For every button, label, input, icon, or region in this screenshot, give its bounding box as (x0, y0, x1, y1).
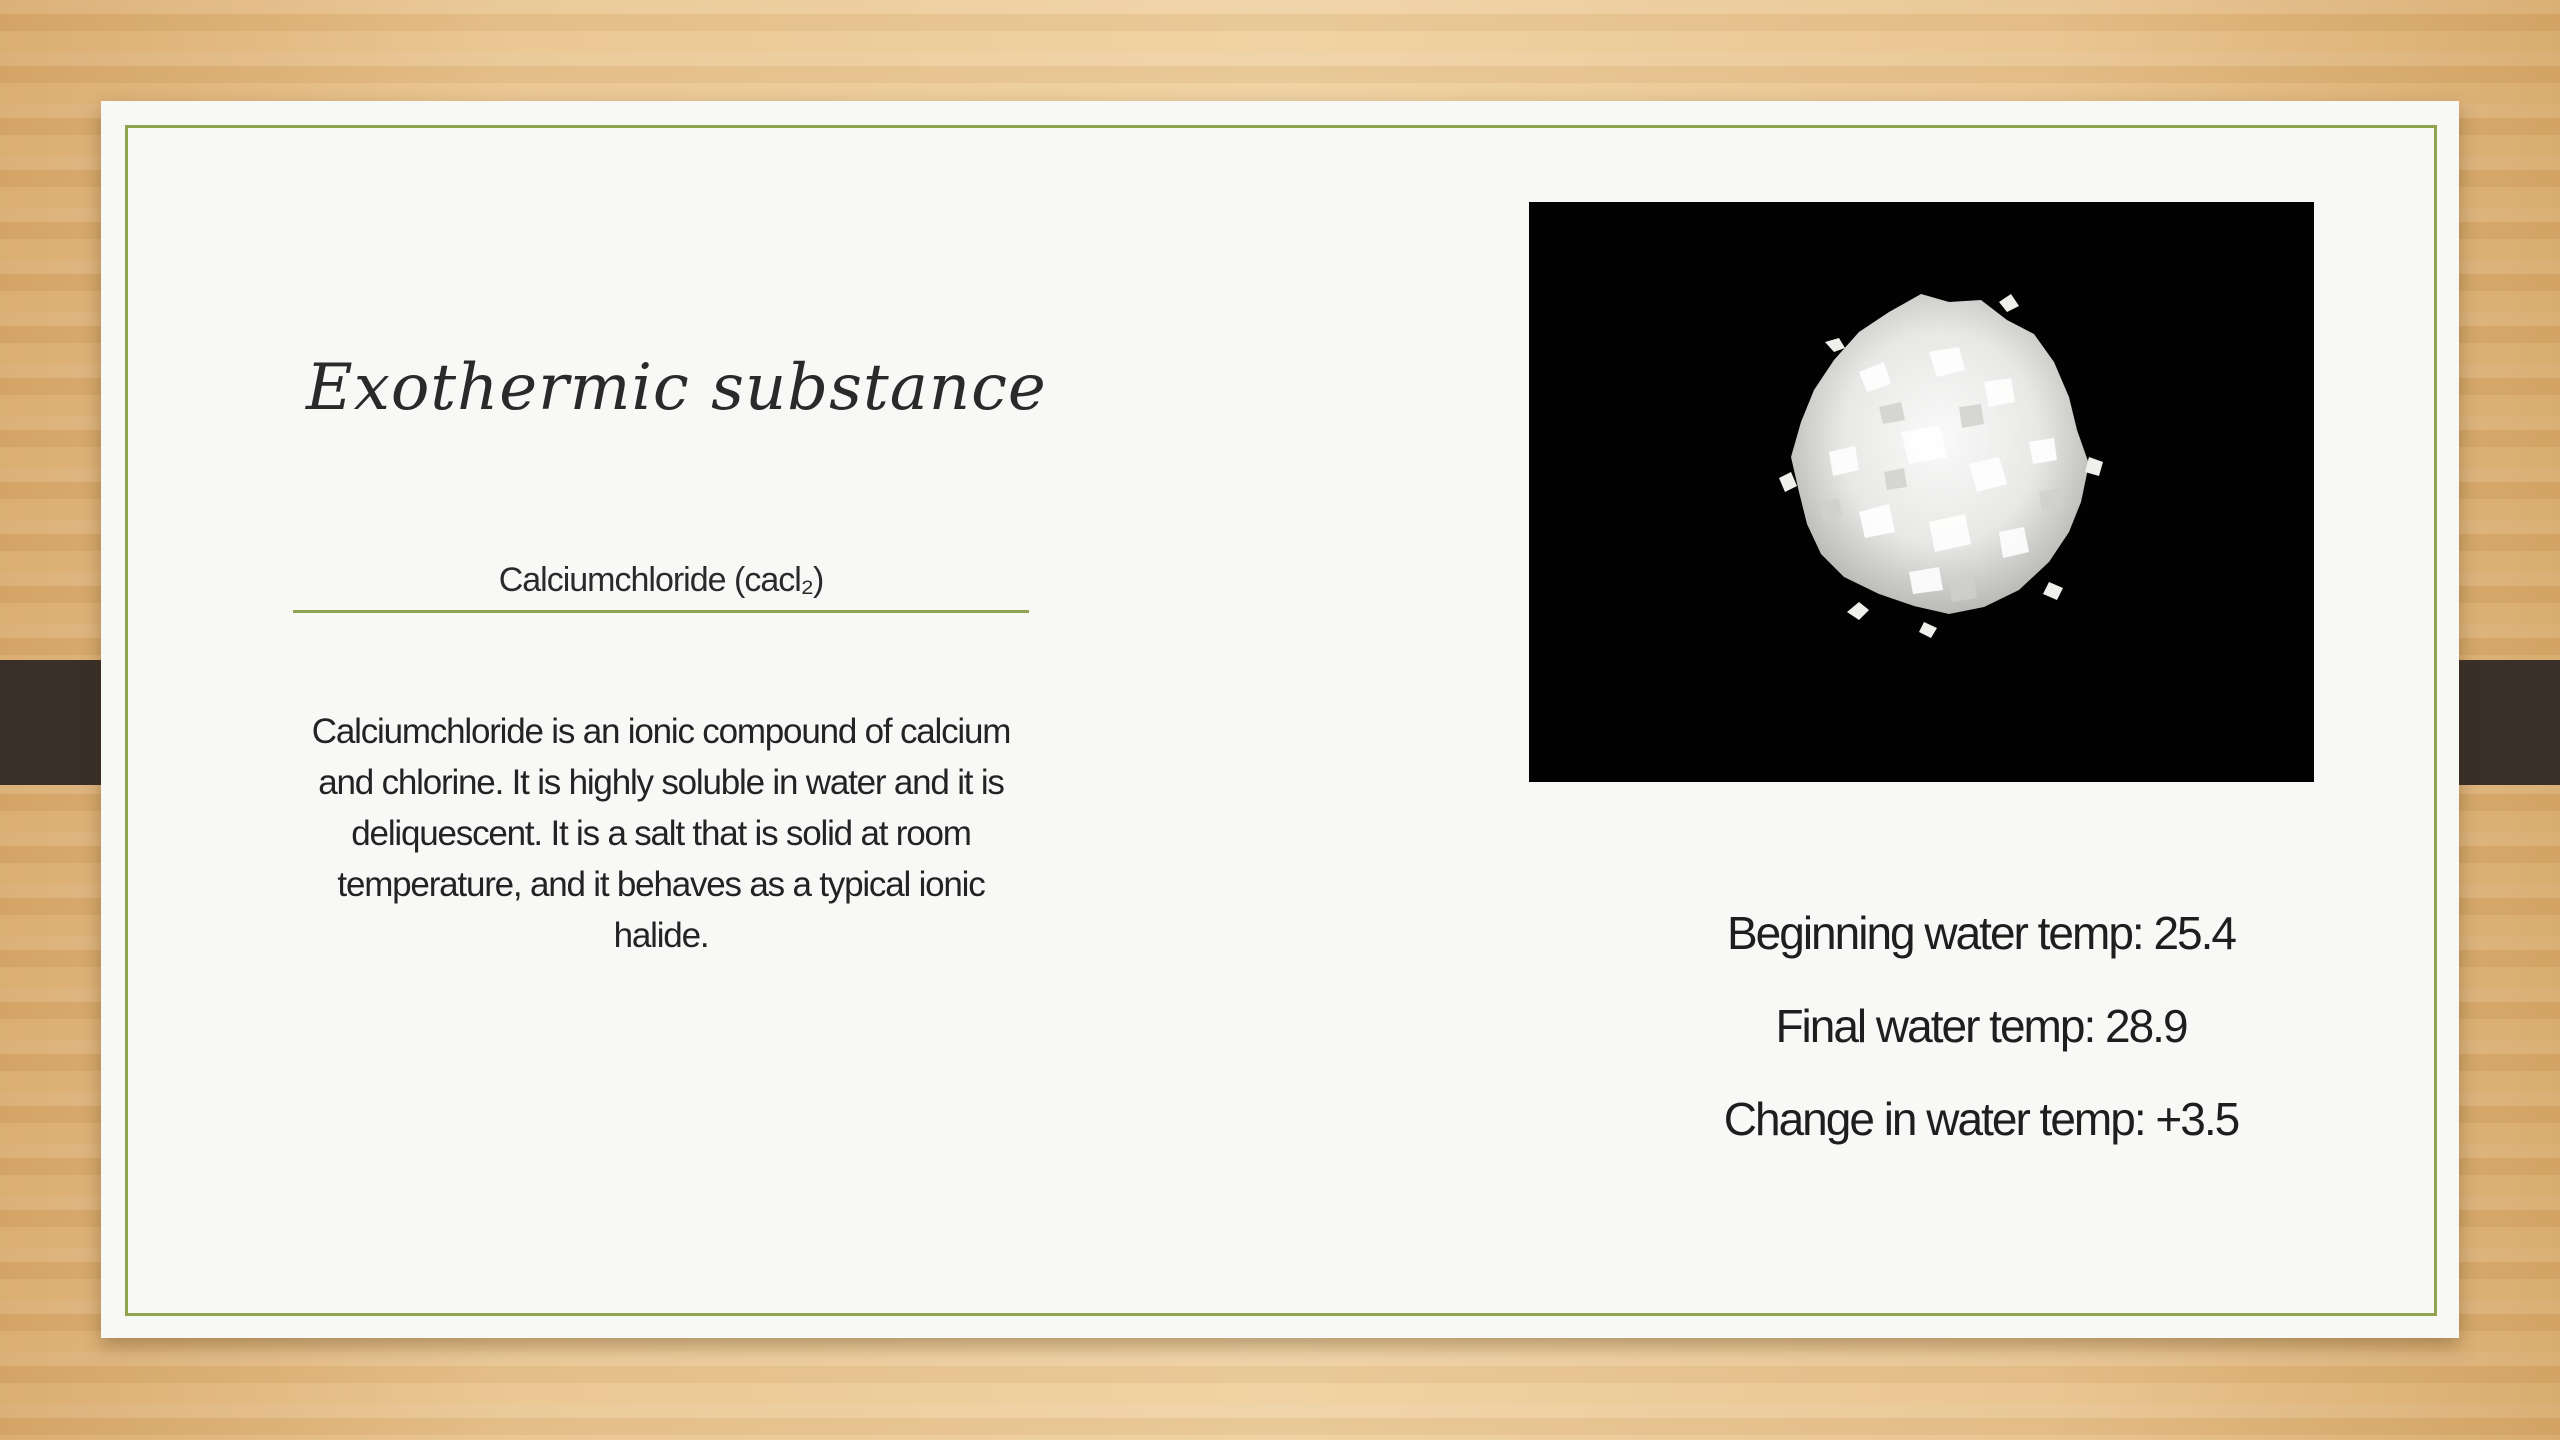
slide-subtitle: Calciumchloride (cacl₂) (498, 561, 824, 599)
slide-title: Exothermic substance (306, 351, 1047, 425)
calcium-chloride-pile-image (1529, 202, 2314, 782)
calcium-chloride-photo (1529, 202, 2314, 782)
slide-body-text: Calciumchloride is an ionic compound of calcium and chlorine. It is highly soluble in water and it is deliquescent. It is a salt that is solid at room temperature, and it behaves as a typical ionic halide. (311, 712, 1011, 955)
beginning-temp-text: Beginning water temp: 25.4 (1726, 907, 2236, 959)
final-temp-text: Final water temp: 28.9 (1775, 1000, 2187, 1052)
slide (101, 101, 2459, 1338)
temperature-readings (1621, 887, 2341, 1166)
subtitle-divider (293, 610, 1029, 613)
change-temp-text: Change in water temp: +3.5 (1723, 1093, 2239, 1145)
